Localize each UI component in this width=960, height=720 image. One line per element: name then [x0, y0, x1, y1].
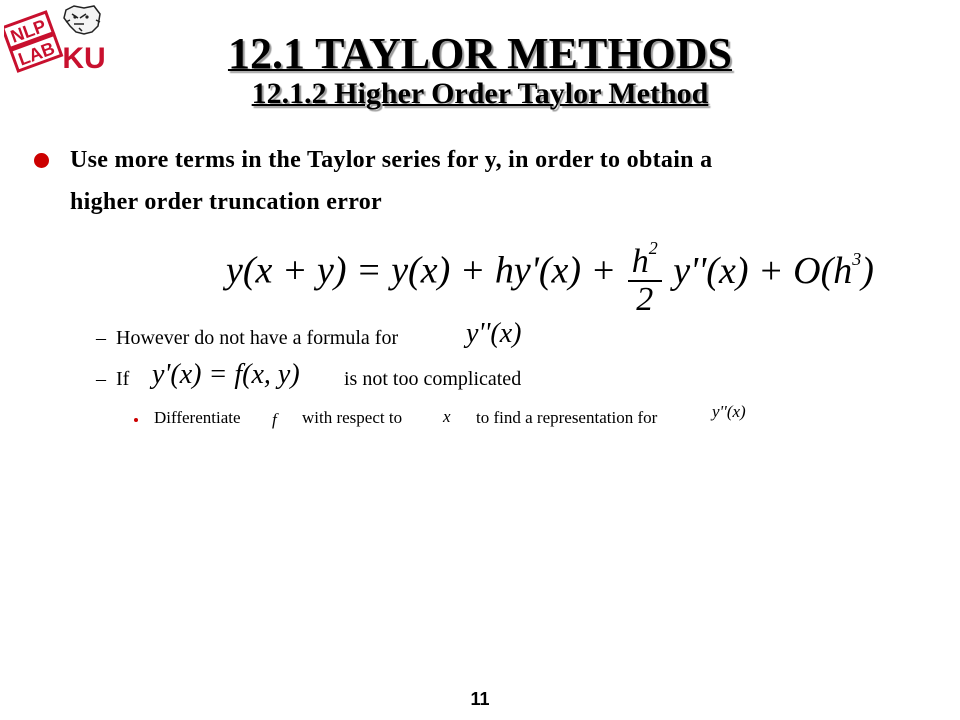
sub-sub-formula-f: f: [272, 410, 277, 429]
page-number: 11: [470, 689, 490, 709]
sub-bullet-2-suffix: is not too complicated: [344, 368, 522, 390]
main-bullet: [70, 139, 910, 223]
sub-bullet-1-text: However do not have a formula for: [116, 327, 399, 349]
main-bullet-line-2: higher order truncation error: [70, 189, 382, 215]
sub-bullet-2-prefix: If: [116, 368, 130, 390]
slide-title: 12.1 TAYLOR METHODS: [227, 29, 733, 78]
sub-sub-text-1: Differentiate: [154, 408, 241, 427]
sub-bullet-2-formula: y'(x) = f(x, y): [152, 359, 300, 390]
title-block: [0, 30, 960, 110]
logo-lab-text: LAB: [15, 38, 58, 70]
sub-sub-formula-x: x: [443, 407, 451, 426]
sub-sub-bullet-dot-icon: [134, 418, 138, 422]
main-bullet-line-1: Use more terms in the Taylor series for y, in order to obtain a: [70, 147, 713, 173]
bullet-dot-icon: [34, 153, 49, 168]
equation-fraction: [628, 230, 662, 318]
sub-bullet-1-formula: y''(x): [466, 318, 522, 349]
sub-sub-formula-ypp: y''(x): [712, 402, 746, 421]
sub-sub-text-3: to find a representation for: [476, 408, 658, 427]
taylor-equation: [226, 230, 874, 318]
sub-bullet-2-dash: –: [96, 368, 106, 390]
fraction-denominator: 2: [628, 280, 662, 318]
equation-right: $y''(x) + O(h^3)$: [673, 248, 874, 292]
sub-bullet-1-dash: –: [96, 327, 106, 349]
logo-nlp-text: NLP: [7, 15, 49, 47]
logo-ku-text: KU: [62, 42, 106, 75]
fraction-numerator: $h^2$: [631, 238, 658, 280]
slide-subtitle: 12.1.2 Higher Order Taylor Method: [251, 77, 709, 110]
sub-sub-text-2: with respect to: [302, 408, 403, 427]
equation-left: y(x + y) = y(x) + hy'(x) +: [226, 249, 617, 292]
